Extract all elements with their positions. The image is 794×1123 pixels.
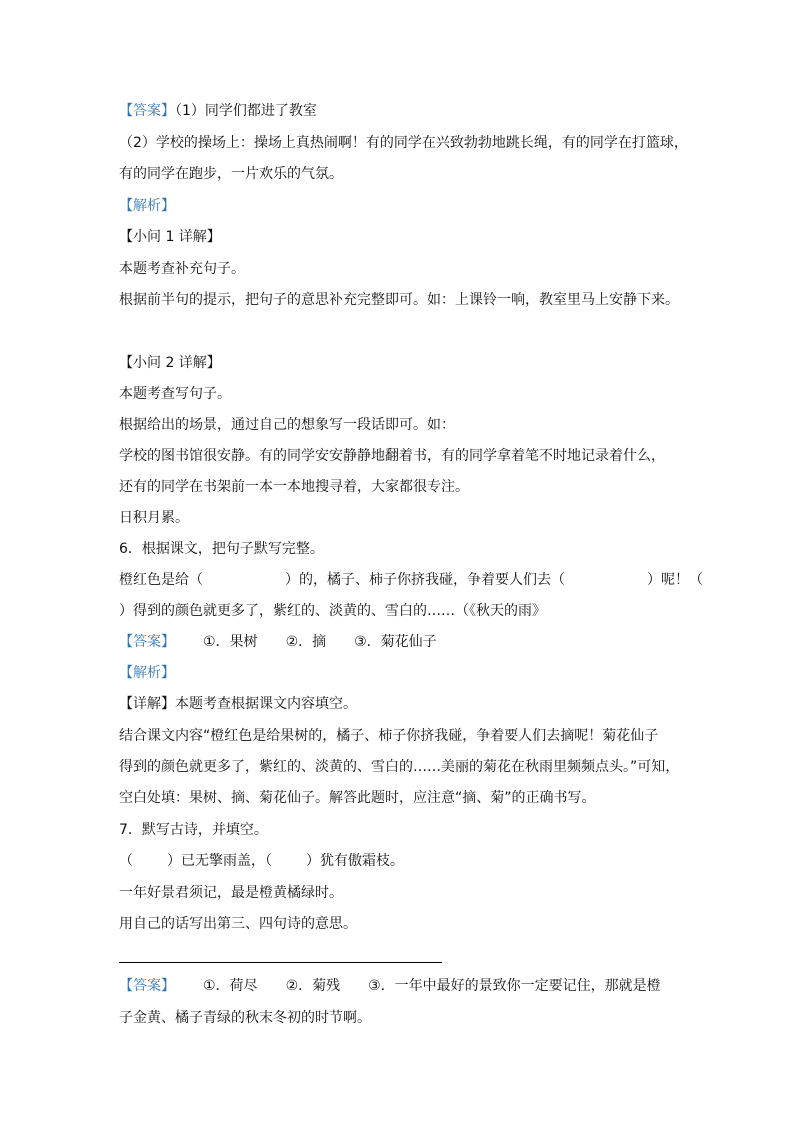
question-7-line [119,851,404,871]
answer-item: ①．荷尽 [203,978,258,994]
question-6-line: ）得到的颜色就更多了，紫红的、淡黄的、雪白的……（《秋天的雨》 [119,603,546,619]
detail-6-line [119,694,357,714]
question-7-line: 用自己的话写出第三、四句诗的意思。 [119,916,357,932]
q6-text-a: 橙红色是给（ [119,572,203,588]
q6-text-c: ）呢！（ [647,572,703,588]
answer-7-line [119,976,661,996]
subquestion-1-line: 根据前半句的提示，把句子的意思补充完整即可。如：上课铃一响，教室里马上安静下来。 [119,292,679,308]
answer-item: ③．菊花仙子 [354,634,437,650]
q7-text-a: （ [119,853,133,869]
answer-tag: 【答案】 [119,103,175,119]
answer-1-part2-line-a: （2）学校的操场上：操场上真热闹啊！有的同学在兴致勃勃地跳长绳，有的同学在打篮球， [119,135,688,151]
detail-6-line: 得到的颜色就更多了，紫红的、淡黄的、雪白的……美丽的菊花在秋雨里频频点头。”可知， [119,759,680,775]
analysis-heading: 【解析】 [119,198,175,214]
analysis-heading: 【解析】 [119,665,175,681]
detail-tag: 【详解】 [119,696,175,712]
answer-item: ②．菊残 [285,978,341,994]
subquestion-2-line: 根据给出的场景，通过自己的想象写一段话即可。如： [119,417,455,433]
subquestion-1-line: 本题考查补充句子。 [119,261,245,277]
question-7-title: 7．默写古诗，并填空。 [119,822,268,838]
q6-text-b: ）的，橘子、柿子你挤我碰，争着要人们去（ [285,572,565,588]
subquestion-2-heading: 【小问 2 详解】 [119,355,221,371]
answer-item: ②．摘 [285,634,327,650]
question-6-line [119,570,703,590]
answer-text: （1）同学们都进了教室 [175,103,317,119]
answer-7-line: 子金黄、橘子青绿的秋末冬初的时节啊。 [119,1010,371,1026]
answer-tag: 【答案】 [119,978,175,994]
answer-1-line [119,101,317,121]
answer-underline [119,962,442,963]
answer-6-line [119,632,437,652]
q7-text-c: ）犹有傲霜枝。 [306,853,404,869]
answer-item: ③．一年中最好的景致你一定要记住，那就是橙 [368,978,661,994]
question-7-line: 一年好景君须记，最是橙黄橘绿时。 [119,885,343,901]
detail-text: 本题考查根据课文内容填空。 [175,696,357,712]
question-6-title: 6．根据课文，把句子默写完整。 [119,541,324,557]
subquestion-2-line: 本题考查写句子。 [119,386,231,402]
detail-6-line: 结合课文内容“橙红色是给果树的，橘子、柿子你挤我碰，争着要人们去摘呢！菊花仙子 [119,728,659,744]
answer-tag: 【答案】 [119,634,175,650]
subquestion-2-line: 还有的同学在书架前一本一本地搜寻着，大家都很专注。 [119,479,469,495]
subquestion-2-line: 学校的图书馆很安静。有的同学安安静静地翻着书，有的同学拿着笔不时地记录着什么， [119,448,665,464]
answer-1-part2-line-b: 有的同学在跑步，一片欢乐的气氛。 [119,166,343,182]
answer-item: ①．果树 [203,634,258,650]
subquestion-2-line: 日积月累。 [119,510,189,526]
q7-text-b: ）已无擎雨盖，（ [167,853,272,869]
subquestion-1-heading: 【小问 1 详解】 [119,229,221,245]
detail-6-line: 空白处填：果树、摘、菊花仙子。解答此题时，应注意“摘、菊”的正确书写。 [119,790,596,806]
